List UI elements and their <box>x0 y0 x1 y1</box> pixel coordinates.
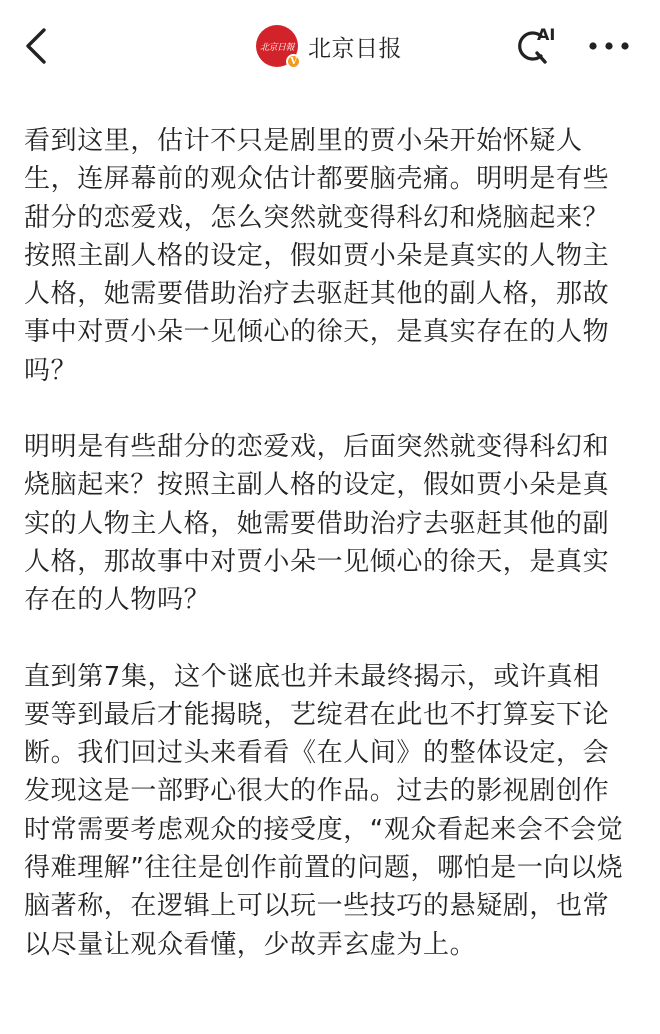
ai-label: AI <box>537 25 556 44</box>
more-options-button[interactable] <box>584 28 634 64</box>
ai-search-button[interactable] <box>510 22 560 70</box>
article-paragraph: 直到第7集，这个谜底也并未最终揭示，或许真相要等到最后才能揭晓，艺绽君在此也不打算妄下论断。我们回过头来看看《在人间》的整体设定，会发现这是一部野心很大的作品。过去的影视剧创作时常需要考虑观众的接受度，“观众看起来会不会觉得难理解”往往是创作前置的问题，哪怕是一向以烧脑著称，在逻辑上可以玩一些技巧的悬疑剧，也常以尽量让观众看懂，少故弄玄虚为上。 <box>24 661 624 960</box>
ai-search-icon <box>510 22 560 70</box>
publisher-logo-text: 北京日報 <box>259 42 294 53</box>
publisher-logo <box>256 25 298 67</box>
back-arrow-icon <box>23 26 49 66</box>
article-body <box>24 122 624 1002</box>
top-navigation-bar <box>0 0 660 92</box>
verified-badge-icon: V <box>286 54 301 69</box>
article-paragraph: 看到这里，估计不只是剧里的贾小朵开始怀疑人生，连屏幕前的观众估计都要脑壳痛。明明是有些甜分的恋爱戏，怎么突然就变得科幻和烧脑起来？按照主副人格的设定，假如贾小朵是真实的人物主人格，她需要借助治疗去驱赶其他的副人格，那故事中对贾小朵一见倾心的徐天，是真实存在的人物吗？ <box>24 126 610 386</box>
more-dots-icon <box>587 40 631 52</box>
article-paragraph: 明明是有些甜分的恋爱戏，后面突然就变得科幻和烧脑起来？按照主副人格的设定，假如贾小朵是真实的人物主人格，她需要借助治疗去驱赶其他的副人格，那故事中对贾小朵一见倾心的徐天，是真实存在的人物吗？ <box>24 432 610 616</box>
publisher-name: 北京日报 <box>308 35 402 62</box>
back-button[interactable] <box>14 22 58 70</box>
publisher-brand[interactable] <box>256 24 402 68</box>
